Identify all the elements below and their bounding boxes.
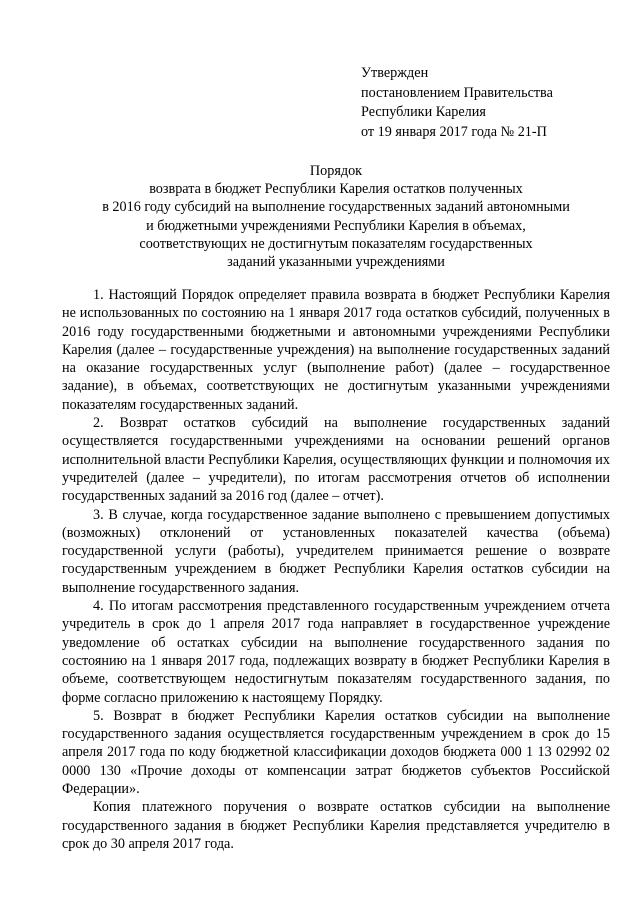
paragraph-5: 5. Возврат в бюджет Республики Карелия остатков субсидии на выполнение государственного задания осуществляется государственным учреждением в срок до 15 апреля 2017 года по коду бюджетной классификации доходов бюджета 000 1 13 02992 02 0000 130 «Прочие доходы от компенсации затрат бюджетов субъектов Российской Федерации». (62, 707, 610, 798)
title-line: возврата в бюджет Республики Карелия остатков полученных (149, 181, 523, 198)
title-line: в 2016 году субсидий на выполнение государственных заданий автономными (102, 199, 570, 216)
approval-line: постановлением Правительства (361, 84, 553, 101)
paragraph-4: 4. По итогам рассмотрения представленного государственным учреждением отчета учредитель в срок до 1 апреля 2017 года направляет в государственное учреждение уведомление об остатках субсидии на выполнение государственного задания по состоянию на 1 января 2017 года, подлежащих возврату в бюджет Республики Карелия в объеме, соответствующем недостигнутым показателям государственного задания, по форме согласно приложению к настоящему Порядку. (62, 598, 610, 706)
title-line: заданий указанными учреждениями (227, 254, 445, 271)
paragraph-6: Копия платежного поручения о возврате остатков субсидии на выполнение государственного задания в бюджет Республики Карелия представляется учредителю в срок до 30 апреля 2017 года. (62, 799, 610, 852)
approval-line: Утвержден (361, 65, 429, 81)
paragraph-2: 2. Возврат остатков субсидий на выполнение государственных заданий осуществляется государственными учреждениями на основании решений органов исполнительной власти Республики Карелия, осуществляющих функции и полномочия их учредителей (далее – учредители), по итогам рассмотрения отчетов об исполнении государственных заданий за 2016 год (далее – отчет). (62, 415, 610, 505)
approval-line: от 19 января 2017 года № 21-П (361, 123, 547, 140)
approval-line: Республики Карелия (361, 104, 486, 121)
approval-stamp (361, 64, 621, 142)
document-body (62, 286, 610, 853)
paragraph-1: 1. Настоящий Порядок определяет правила возврата в бюджет Республики Карелия не использованных по состоянию на 1 января 2017 года остатков субсидий, полученных в 2016 году государственными бюджетными и автономными учреждениями Республики Карелия (далее – государственные учреждения) на выполнение государственных заданий на оказание государственных услуг (выполнение работ) (далее – государственное задание), в объемах, соответствующих не достигнутым указанными учреждениями показателям государственных заданий. (62, 287, 610, 413)
document-title (62, 162, 610, 271)
title-line: соответствующих не достигнутым показателям государственных (139, 235, 533, 252)
title-line: и бюджетными учреждениями Республики Карелия в объемах, (146, 217, 526, 234)
paragraph-3: 3. В случае, когда государственное задание выполнено с превышением допустимых (возможных) отклонений от установленных показателей качества (объема) государственной услуги (работы), учредителем принимается решение о возврате государственным учреждением в бюджет Республики Карелия остатков субсидии на выполнение государственного задания. (62, 506, 610, 596)
title-line: Порядок (309, 163, 363, 179)
